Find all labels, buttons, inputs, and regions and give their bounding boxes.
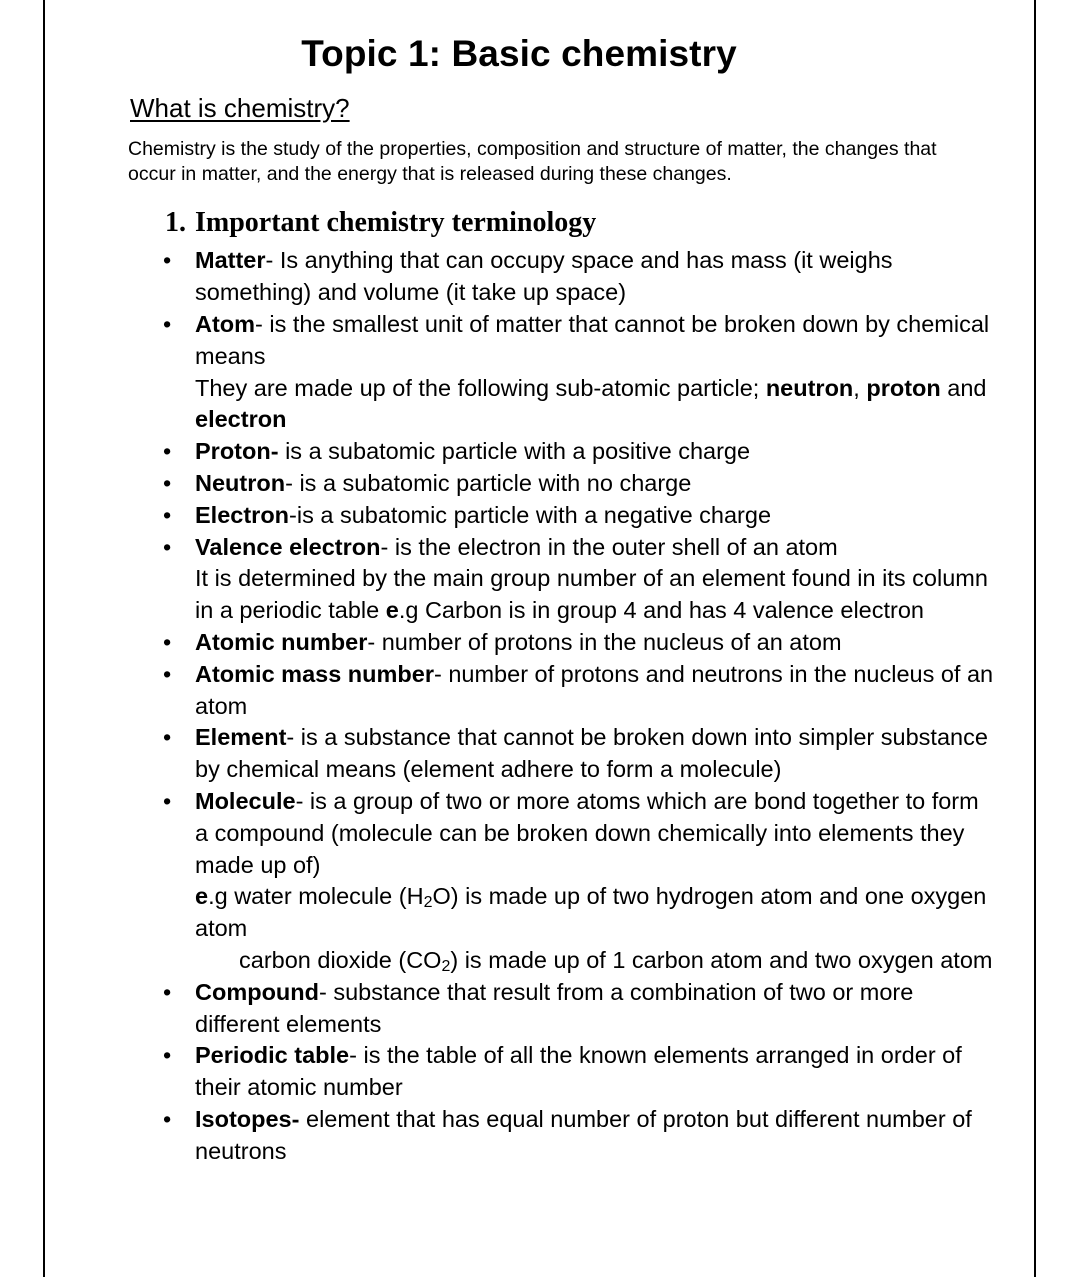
section-heading-label: What is chemistry? <box>130 92 350 123</box>
list-item <box>0 786 1080 881</box>
example-bold-eg: e <box>195 883 209 910</box>
list-item <box>0 309 1080 373</box>
list-item <box>0 659 1080 723</box>
term-definition: number of protons in the nucleus of an atom <box>381 629 842 655</box>
continuation-line-carbon-dioxide-example <box>0 945 1080 977</box>
term-definition: Is anything that can occupy space and has mass (it weighs something) and volume (it take up space) <box>195 247 893 306</box>
term-separator: - <box>289 501 297 528</box>
term-separator: - <box>265 247 280 274</box>
continuation-line-subatomic-particles <box>0 373 1080 437</box>
term-definition: is the table of all the known elements arranged in order of their atomic number <box>195 1042 962 1101</box>
intro-paragraph: Chemistry is the study of the properties, composition and structure of matter, the changes that occur in matter, and the energy that is released during these changes. <box>128 138 937 186</box>
subscript-two-co2: 2 <box>441 957 451 975</box>
term-separator: - <box>349 1042 364 1069</box>
term-label: Valence electron <box>195 533 381 560</box>
term-definition: substance that result from a combination of two or more different elements <box>195 978 914 1037</box>
example-text-c: carbon dioxide (CO <box>239 946 442 973</box>
term-label: Proton- <box>195 438 279 465</box>
example-text-d: ) is made up of 1 carbon atom and two oxygen atom <box>450 946 993 973</box>
continuation-line-water-example <box>0 881 1080 945</box>
example-text-b: O) is made up of two hydrogen atom and one oxygen atom <box>195 883 987 942</box>
page-title: Topic 1: Basic chemistry <box>301 33 737 74</box>
term-separator: - <box>367 629 382 655</box>
term-definition: number of protons and neutrons in the nucleus of an atom <box>195 660 994 719</box>
term-label: Element <box>195 724 287 751</box>
term-label: Neutron <box>195 470 286 497</box>
term-separator: - <box>255 311 270 338</box>
example-text-a: .g water molecule (H <box>208 883 424 910</box>
term-label: Electron <box>195 501 290 528</box>
term-definition: is the smallest unit of matter that cannot be broken down by chemical means <box>195 311 990 369</box>
term-definition: is a subatomic particle with no charge <box>299 470 692 497</box>
note-bold-electron: electron <box>195 406 287 433</box>
term-label: Compound <box>195 978 319 1005</box>
term-separator: - <box>285 470 300 497</box>
note-mid: .g Carbon is in group 4 and has 4 valence electron <box>398 597 924 624</box>
note-prefix: It is determined by the main group number of an element found in its column in a periodic table <box>195 565 988 624</box>
term-separator: - <box>433 660 449 687</box>
term-label: Atomic number <box>195 629 368 655</box>
term-definition: is a subatomic particle with a negative charge <box>296 501 772 528</box>
term-label: Periodic table <box>195 1042 350 1069</box>
section-heading-what-is-chemistry <box>0 76 1080 125</box>
term-definition: is a subatomic particle with a positive charge <box>285 438 751 465</box>
list-item <box>0 1040 1080 1104</box>
term-definition: is a group of two or more atoms which are bond together to form a compound (molecule can be broken down chemically into elements they made up of) <box>195 787 979 878</box>
term-definition: is the electron in the outer shell of an atom <box>394 533 838 560</box>
note-prefix: They are made up of the following sub-atomic particle; <box>195 374 766 401</box>
list-item <box>0 722 1080 786</box>
numbered-heading-text: Important chemistry terminology <box>195 207 597 239</box>
subscript-two-water: 2 <box>423 894 433 912</box>
list-item <box>0 627 1080 659</box>
term-separator: - <box>319 978 334 1005</box>
list-item <box>0 977 1080 1041</box>
numbered-heading-number: 1. <box>165 207 186 239</box>
term-label: Isotopes- <box>195 1105 300 1132</box>
term-separator: - <box>295 787 310 814</box>
list-item <box>0 1104 1080 1168</box>
term-label: Atom <box>195 311 256 338</box>
list-item <box>0 532 1080 564</box>
term-label: Molecule <box>195 787 296 814</box>
term-separator: - <box>286 724 301 751</box>
note-bold-eg: e <box>385 597 399 624</box>
term-label: Matter <box>195 247 266 274</box>
numbered-heading-terminology <box>0 187 1080 241</box>
term-label: Atomic mass number <box>195 660 434 687</box>
note-mid: , <box>853 374 867 401</box>
list-item <box>0 436 1080 468</box>
note-bold-proton: proton <box>866 374 941 401</box>
term-definition: is a substance that cannot be broken down into simpler substance by chemical means (element adhere to form a molecule) <box>195 724 988 783</box>
list-item <box>0 500 1080 532</box>
list-item <box>0 245 1080 309</box>
list-item <box>0 468 1080 500</box>
term-definition: element that has equal number of proton but different number of neutrons <box>195 1105 972 1164</box>
continuation-line-valence-determination <box>0 563 1080 627</box>
note-bold-neutron: neutron <box>765 374 854 401</box>
terminology-list <box>0 241 1080 1167</box>
note-mid-2: and <box>940 374 987 401</box>
term-separator: - <box>380 533 395 560</box>
